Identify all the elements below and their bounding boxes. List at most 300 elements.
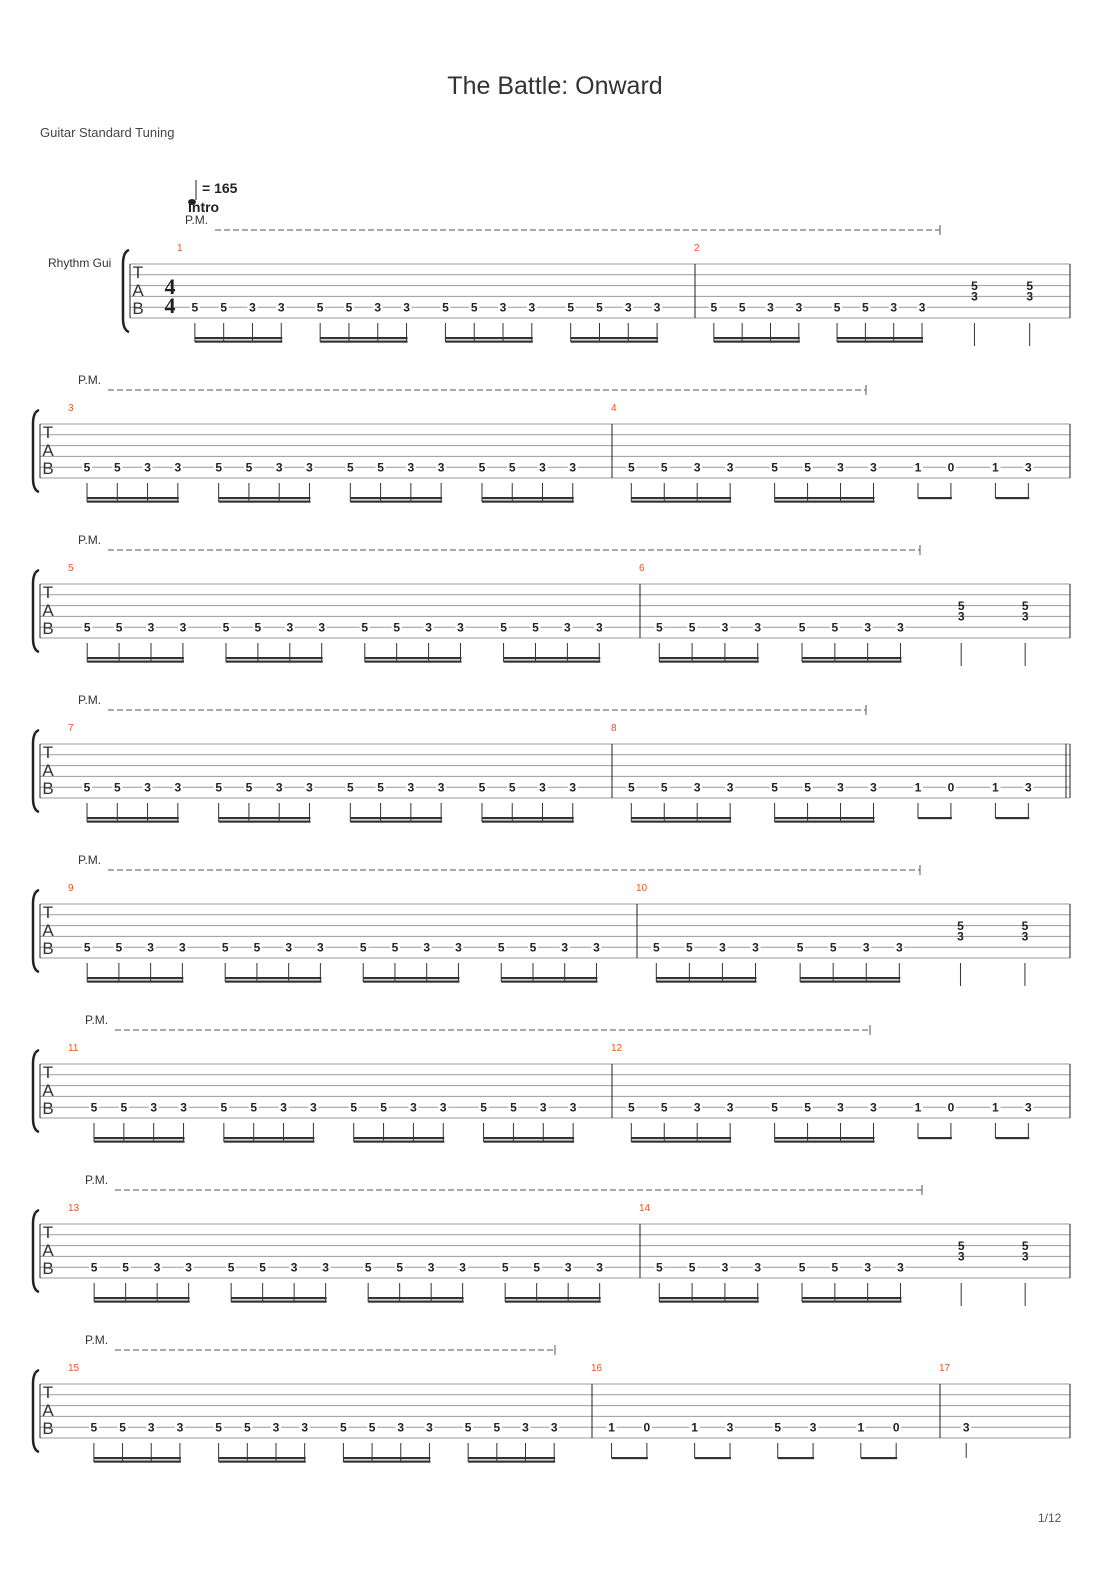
fret-number: 5: [497, 940, 505, 955]
beam: [87, 817, 179, 819]
fret-number: 1: [914, 780, 922, 795]
fret-number: 5: [971, 279, 978, 294]
beam: [94, 1461, 181, 1463]
fret-number: 5: [253, 940, 261, 955]
fret-number: 3: [754, 1260, 762, 1275]
fret-number: 3: [971, 289, 978, 304]
fret-number: 5: [660, 1100, 668, 1115]
fret-number: 5: [345, 300, 353, 315]
fret-number: 3: [895, 940, 903, 955]
fret-number: 3: [897, 620, 904, 635]
beam: [775, 817, 875, 819]
fret-number: 5: [120, 1100, 128, 1115]
tab-clef-letter: B: [42, 779, 54, 798]
beam: [504, 657, 601, 659]
fret-number: 3: [864, 1260, 872, 1275]
beam: [802, 657, 901, 659]
measure-number: 17: [939, 1363, 951, 1374]
fret-number: 5: [364, 1260, 372, 1275]
fret-number: 5: [259, 1260, 266, 1275]
track-name: Rhythm Gui: [48, 256, 112, 270]
fret-number: 5: [470, 300, 478, 315]
fret-number: 3: [593, 940, 600, 955]
fret-number: 5: [122, 1260, 129, 1275]
fret-number: 5: [478, 460, 486, 475]
beam: [918, 817, 952, 819]
fret-number: 3: [407, 460, 415, 475]
fret-number: 3: [180, 1100, 187, 1115]
beam: [320, 341, 407, 343]
fret-number: 3: [653, 300, 661, 315]
fret-number: 3: [301, 1420, 309, 1435]
fret-number: 5: [377, 780, 384, 795]
fret-number: 5: [215, 1420, 222, 1435]
measure-number: 12: [611, 1043, 623, 1054]
fret-number: 5: [90, 1100, 98, 1115]
beam: [195, 337, 282, 339]
fret-number: 3: [726, 780, 734, 795]
fret-number: 3: [397, 1420, 405, 1435]
measure-number: 14: [639, 1203, 651, 1214]
fret-number: 5: [738, 300, 746, 315]
measure-number: 11: [68, 1043, 79, 1054]
fret-number: 3: [767, 300, 774, 315]
beam: [778, 1457, 814, 1459]
beam: [656, 981, 756, 983]
fret-number: 5: [227, 1260, 235, 1275]
time-signature-bottom: 4: [164, 293, 176, 318]
fret-number: 3: [693, 780, 701, 795]
fret-number: 3: [726, 1100, 734, 1115]
beam: [800, 981, 900, 983]
beam: [775, 821, 875, 823]
staff-bracket: [33, 570, 39, 652]
beam: [918, 1137, 952, 1139]
fret-number: 3: [957, 929, 964, 944]
tab-clef-letter: B: [42, 939, 54, 958]
beam: [571, 341, 658, 343]
fret-number: 3: [522, 1420, 529, 1435]
fret-number: 3: [437, 460, 445, 475]
fret-number: 5: [350, 1100, 358, 1115]
fret-number: 5: [1026, 279, 1034, 294]
fret-number: 5: [115, 620, 123, 635]
tab-clef-letter: B: [132, 299, 144, 318]
fret-number: 3: [437, 780, 445, 795]
beam: [631, 1141, 731, 1143]
beam: [468, 1461, 555, 1463]
fret-number: 5: [686, 940, 693, 955]
fret-number: 3: [561, 940, 569, 955]
fret-number: 5: [957, 599, 965, 614]
beam: [837, 341, 923, 343]
fret-number: 5: [831, 620, 839, 635]
fret-number: 5: [113, 460, 121, 475]
fret-number: 5: [796, 940, 804, 955]
fret-number: 5: [222, 620, 230, 635]
fret-number: 5: [1021, 599, 1029, 614]
fret-number: 3: [174, 460, 182, 475]
beam: [468, 1457, 555, 1459]
fret-number: 3: [870, 460, 877, 475]
tuning-label: Guitar Standard Tuning: [40, 125, 175, 140]
fret-number: 5: [804, 780, 811, 795]
fret-number: 5: [340, 1420, 347, 1435]
measure-number: 2: [694, 243, 700, 254]
beam: [365, 657, 462, 659]
measure-number: 13: [68, 1203, 80, 1214]
tab-clef-letter: T: [42, 1383, 54, 1402]
fret-number: 5: [771, 780, 778, 795]
measure-number: 3: [68, 403, 74, 414]
palm-mute-label: P.M.: [85, 1333, 109, 1347]
beam: [918, 497, 952, 499]
fret-number: 0: [892, 1420, 900, 1435]
fret-number: 3: [870, 780, 877, 795]
fret-number: 5: [829, 940, 837, 955]
fret-number: 1: [992, 460, 999, 475]
fret-number: 3: [754, 620, 762, 635]
fret-number: 3: [439, 1100, 447, 1115]
fret-number: 5: [368, 1420, 376, 1435]
fret-number: 3: [407, 780, 415, 795]
fret-number: 1: [857, 1420, 865, 1435]
fret-number: 5: [508, 460, 516, 475]
beam: [195, 341, 282, 343]
fret-number: 5: [380, 1100, 387, 1115]
beam: [631, 821, 731, 823]
fret-number: 3: [564, 1260, 572, 1275]
fret-number: 3: [185, 1260, 192, 1275]
fret-number: 3: [726, 460, 734, 475]
fret-number: 3: [427, 1260, 435, 1275]
fret-number: 5: [90, 1420, 98, 1435]
fret-number: 5: [391, 940, 399, 955]
tab-clef-letter: A: [42, 1241, 54, 1260]
fret-number: 3: [286, 620, 294, 635]
beam: [94, 1301, 189, 1303]
fret-number: 3: [423, 940, 431, 955]
staff-bracket: [33, 1210, 39, 1292]
fret-number: 1: [691, 1420, 698, 1435]
beam: [87, 981, 183, 983]
staff-bracket: [33, 1370, 39, 1452]
fret-number: 3: [569, 1100, 577, 1115]
beam: [501, 977, 597, 979]
fret-number: 5: [804, 1100, 811, 1115]
fret-number: 5: [833, 300, 841, 315]
beam: [775, 497, 875, 499]
measure-number: 5: [68, 563, 74, 574]
beam: [659, 657, 758, 659]
fret-number: 3: [425, 620, 432, 635]
beam: [802, 1301, 901, 1303]
beam: [350, 817, 442, 819]
beam: [714, 337, 800, 339]
fret-number: 3: [1021, 929, 1029, 944]
fret-number: 1: [992, 780, 999, 795]
fret-number: 3: [837, 460, 844, 475]
fret-number: 3: [249, 300, 256, 315]
palm-mute-label: P.M.: [85, 1173, 109, 1187]
beam: [320, 337, 407, 339]
fret-number: 3: [499, 300, 507, 315]
beam: [484, 1137, 575, 1139]
fret-number: 5: [221, 940, 229, 955]
fret-number: 3: [455, 940, 462, 955]
fret-number: 5: [862, 300, 869, 315]
fret-number: 5: [660, 780, 668, 795]
beam: [484, 1141, 575, 1143]
tab-clef-letter: A: [42, 761, 54, 780]
beam: [354, 1141, 445, 1143]
fret-number: 3: [322, 1260, 329, 1275]
fret-number: 3: [957, 1249, 965, 1264]
beam: [445, 337, 532, 339]
fret-number: 3: [318, 620, 326, 635]
fret-number: 0: [643, 1420, 651, 1435]
fret-number: 3: [153, 1260, 161, 1275]
tab-clef-letter: A: [42, 1401, 54, 1420]
beam: [219, 817, 311, 819]
beam: [612, 1457, 648, 1459]
beam: [363, 977, 459, 979]
beam: [775, 1137, 875, 1139]
tab-clef-letter: B: [42, 1259, 54, 1278]
tab-clef-letter: T: [42, 1063, 54, 1082]
tab-clef-letter: T: [42, 903, 54, 922]
fret-number: 3: [837, 780, 844, 795]
beam: [631, 497, 731, 499]
fret-number: 3: [721, 1260, 729, 1275]
beam: [94, 1457, 181, 1459]
fret-number: 5: [627, 1100, 635, 1115]
fret-number: 5: [957, 1239, 965, 1254]
tab-clef-letter: T: [42, 423, 54, 442]
fret-number: 3: [624, 300, 632, 315]
beam: [482, 501, 574, 503]
beam: [656, 977, 756, 979]
fret-number: 3: [272, 1420, 280, 1435]
fret-number: 3: [1021, 609, 1029, 624]
beam: [219, 497, 311, 499]
beam: [94, 1297, 189, 1299]
beam: [368, 1301, 463, 1303]
fret-number: 5: [596, 300, 603, 315]
fret-number: 5: [627, 780, 635, 795]
fret-number: 5: [191, 300, 199, 315]
fret-number: 5: [316, 300, 324, 315]
fret-number: 5: [83, 460, 91, 475]
fret-number: 3: [147, 940, 154, 955]
staff-bracket: [33, 730, 39, 812]
measure-number: 7: [68, 723, 74, 734]
beam: [350, 497, 442, 499]
fret-number: 3: [870, 1100, 877, 1115]
fret-number: 3: [457, 620, 464, 635]
fret-number: 5: [83, 940, 91, 955]
fret-number: 3: [864, 620, 872, 635]
beam: [94, 1137, 185, 1139]
fret-number: 5: [493, 1420, 501, 1435]
fret-number: 3: [144, 460, 151, 475]
fret-number: 3: [862, 940, 870, 955]
fret-number: 0: [947, 460, 955, 475]
fret-number: 5: [533, 1260, 541, 1275]
fret-number: 5: [115, 940, 123, 955]
fret-number: 3: [1025, 780, 1032, 795]
measure-number: 4: [611, 403, 617, 414]
time-signature-top: 4: [164, 274, 176, 299]
fret-number: 3: [410, 1100, 417, 1115]
beam: [995, 817, 1029, 819]
fret-number: 3: [569, 780, 577, 795]
beam: [800, 977, 900, 979]
beam: [343, 1461, 430, 1463]
fret-number: 5: [396, 1260, 404, 1275]
fret-number: 3: [962, 1420, 970, 1435]
palm-mute-label: P.M.: [78, 533, 102, 547]
beam: [219, 501, 311, 503]
fret-number: 3: [918, 300, 926, 315]
beam: [94, 1141, 185, 1143]
fret-number: 5: [529, 940, 537, 955]
beam: [631, 501, 731, 503]
measure-number: 9: [68, 883, 74, 894]
fret-number: 3: [569, 460, 577, 475]
tab-clef-letter: A: [42, 601, 54, 620]
fret-number: 3: [837, 1100, 844, 1115]
fret-number: 5: [245, 460, 253, 475]
fret-number: 3: [426, 1420, 433, 1435]
fret-number: 0: [947, 780, 955, 795]
tab-clef-letter: B: [42, 619, 54, 638]
tab-clef-letter: T: [42, 1223, 54, 1242]
fret-number: 5: [90, 1260, 98, 1275]
fret-number: 3: [1026, 289, 1034, 304]
fret-number: 3: [693, 1100, 701, 1115]
beam: [87, 657, 184, 659]
fret-number: 3: [897, 1260, 904, 1275]
fret-number: 3: [290, 1260, 298, 1275]
fret-number: 5: [688, 620, 696, 635]
fret-number: 5: [532, 620, 539, 635]
staff-bracket: [33, 410, 39, 492]
fret-number: 5: [688, 1260, 696, 1275]
fret-number: 3: [1025, 1100, 1032, 1115]
fret-number: 0: [947, 1100, 955, 1115]
beam: [350, 821, 442, 823]
beam: [87, 501, 179, 503]
palm-mute-label: P.M.: [78, 853, 102, 867]
beam: [350, 501, 442, 503]
tab-clef-letter: B: [42, 459, 54, 478]
fret-number: 3: [539, 460, 546, 475]
fret-number: 5: [119, 1420, 126, 1435]
fret-number: 5: [627, 460, 635, 475]
beam: [482, 497, 574, 499]
fret-number: 5: [254, 620, 262, 635]
fret-number: 5: [220, 1100, 228, 1115]
fret-number: 5: [83, 780, 91, 795]
beam: [505, 1301, 600, 1303]
section-marker: Intro: [188, 199, 220, 215]
fret-number: 3: [596, 1260, 603, 1275]
fret-number: 5: [346, 780, 354, 795]
fret-number: 5: [243, 1420, 251, 1435]
beam: [659, 1301, 758, 1303]
fret-number: 3: [890, 300, 898, 315]
measure-number: 6: [639, 563, 645, 574]
tab-clef-letter: B: [42, 1099, 54, 1118]
beam: [659, 1297, 758, 1299]
fret-number: 3: [957, 609, 965, 624]
beam: [87, 977, 183, 979]
fret-number: 5: [501, 1260, 509, 1275]
fret-number: 5: [245, 780, 253, 795]
fret-number: 5: [710, 300, 718, 315]
beam: [482, 821, 574, 823]
fret-number: 5: [771, 1100, 778, 1115]
beam: [343, 1457, 430, 1459]
fret-number: 5: [655, 1260, 663, 1275]
fret-number: 3: [374, 300, 382, 315]
fret-number: 1: [992, 1100, 999, 1115]
fret-number: 3: [595, 620, 603, 635]
tab-clef-letter: A: [42, 441, 54, 460]
beam: [354, 1137, 445, 1139]
beam: [368, 1297, 463, 1299]
fret-number: 3: [719, 940, 726, 955]
beam: [225, 981, 321, 983]
fret-number: 5: [359, 940, 367, 955]
palm-mute-label: P.M.: [78, 373, 102, 387]
fret-number: 5: [798, 1260, 806, 1275]
tab-clef-letter: A: [42, 1081, 54, 1100]
fret-number: 3: [564, 620, 571, 635]
fret-number: 1: [608, 1420, 615, 1435]
beam: [224, 1137, 315, 1139]
beam: [571, 337, 658, 339]
beam: [695, 1457, 731, 1459]
fret-number: 5: [500, 620, 507, 635]
fret-number: 5: [774, 1420, 782, 1435]
fret-number: 3: [147, 620, 155, 635]
beam: [231, 1301, 326, 1303]
tab-clef-letter: B: [42, 1419, 54, 1438]
fret-number: 3: [277, 300, 285, 315]
beam: [631, 817, 731, 819]
fret-number: 5: [567, 300, 575, 315]
fret-number: 5: [957, 919, 964, 934]
song-title: The Battle: Onward: [447, 72, 663, 100]
beam: [482, 817, 574, 819]
beam: [365, 661, 462, 663]
fret-number: 5: [510, 1100, 517, 1115]
tab-clef-letter: T: [42, 743, 54, 762]
beam: [714, 341, 800, 343]
beam: [226, 661, 323, 663]
fret-number: 5: [393, 620, 401, 635]
beam: [775, 501, 875, 503]
palm-mute-label: P.M.: [185, 213, 209, 227]
beam: [861, 1457, 897, 1459]
fret-number: 3: [550, 1420, 558, 1435]
measure-number: 10: [636, 883, 648, 894]
beam: [501, 981, 597, 983]
fret-number: 3: [403, 300, 410, 315]
fret-number: 5: [660, 460, 668, 475]
